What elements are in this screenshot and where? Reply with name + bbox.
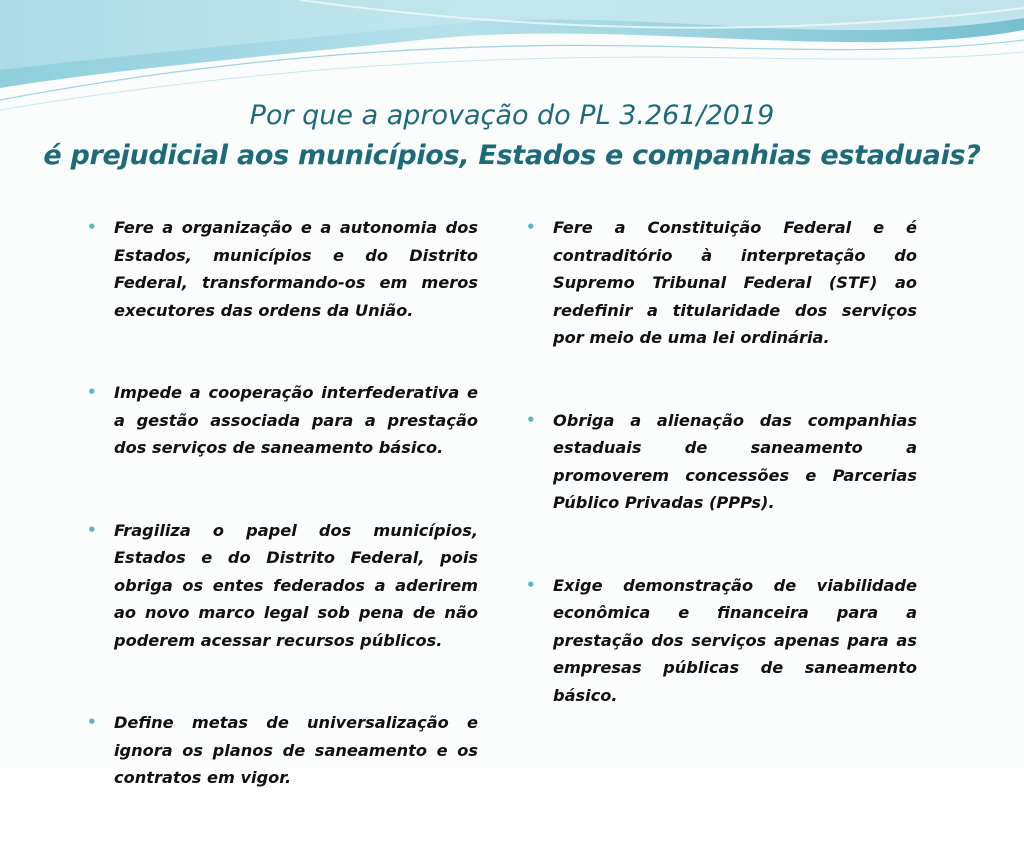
bullet-item xyxy=(526,214,917,352)
title-line-2: é prejudicial aos municípios, Estados e companhias estaduais? xyxy=(43,140,981,171)
bullet-text: Fere a organização e a autonomia dos Estados, municípios e do Distrito Federal, transformando-os em meros executores das ordens da União. xyxy=(114,218,478,320)
left-bullet-list xyxy=(87,214,478,847)
bullet-text: Fragiliza o papel dos municípios, Estados e do Distrito Federal, pois obriga os entes federados a aderirem ao novo marco legal sob pena de não poderem acessar recursos públicos. xyxy=(114,520,478,650)
bullet-dot-icon: • xyxy=(526,218,536,236)
bullet-text: Obriga a alienação das companhias estaduais de saneamento a promoverem concessões e Parcerias Público Privadas (PPPs). xyxy=(553,410,917,512)
bullet-dot-icon: • xyxy=(87,520,97,539)
bullet-text: Exige demonstração de viabilidade econômica e financeira para a prestação dos serviços apenas para as empresas públicas de saneamento básico. xyxy=(553,575,917,705)
bullet-item xyxy=(87,709,478,792)
bullet-dot-icon: • xyxy=(87,218,97,236)
bullet-text: Fere a Constituição Federal e é contraditório à interpretação do Supremo Tribunal Federal (STF) ao redefinir a titularidade dos serviços por meio de uma lei ordinária. xyxy=(553,218,917,347)
bullet-text: Impede a cooperação interfederativa e a gestão associada para a prestação dos serviços de saneamento básico. xyxy=(114,383,478,457)
bullet-dot-icon: • xyxy=(87,713,97,731)
slide-title xyxy=(0,96,1024,176)
bullet-item xyxy=(87,379,478,462)
title-line-1: Por que a aprovação do PL 3.261/2019 xyxy=(249,100,775,131)
bullet-dot-icon: • xyxy=(87,383,97,401)
bullet-item xyxy=(526,572,917,710)
bullet-item xyxy=(526,407,917,517)
bullet-item xyxy=(87,517,478,655)
bullet-dot-icon: • xyxy=(526,410,536,429)
bullet-dot-icon: • xyxy=(526,575,536,594)
right-bullet-list xyxy=(526,214,917,709)
bullet-text: Define metas de universalização e ignora os planos de saneamento e os contratos em vigor. xyxy=(114,713,478,787)
bullet-item xyxy=(87,214,478,324)
